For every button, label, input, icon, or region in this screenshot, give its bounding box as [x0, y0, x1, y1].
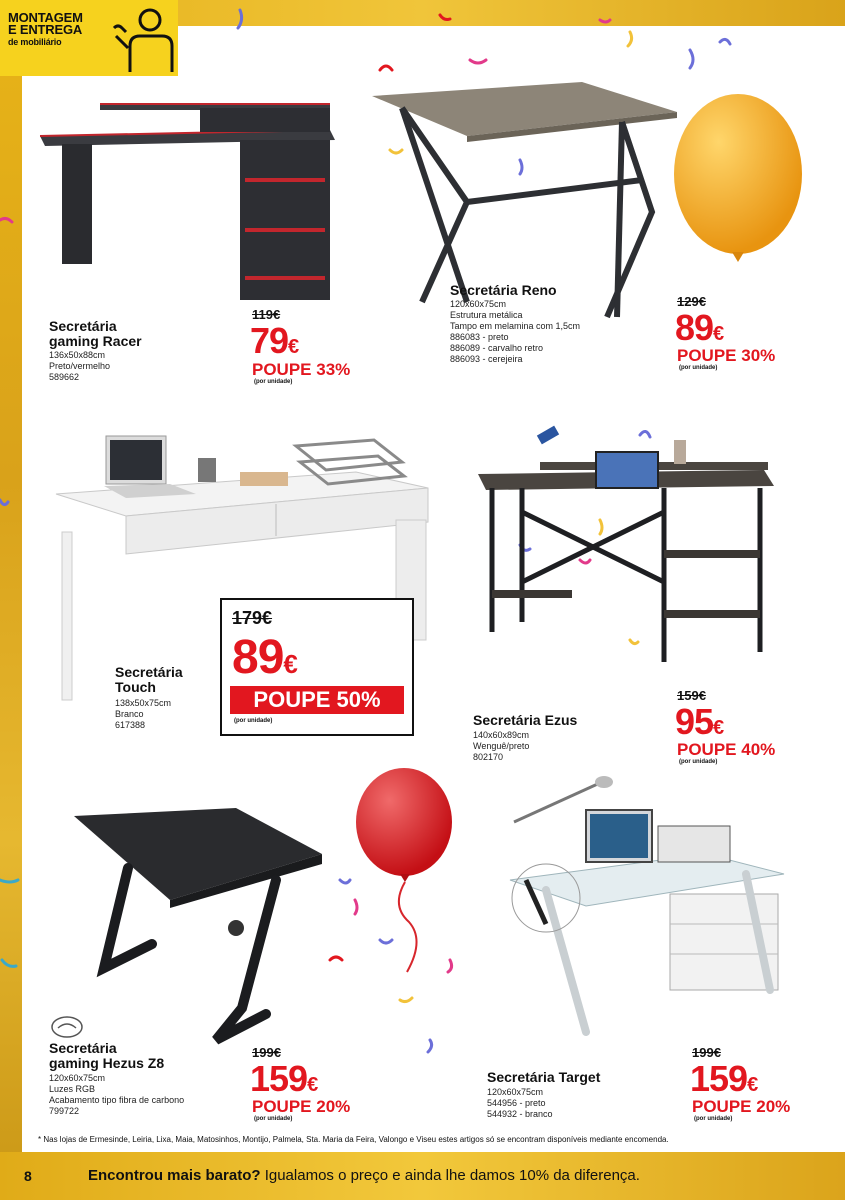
racer-name-line-2: gaming Racer [49, 333, 142, 349]
target-spec-ref-white: 544932 - branco [487, 1109, 553, 1119]
price-match-slogan [88, 1167, 640, 1184]
hezus-unit-note: (por unidade) [254, 1116, 293, 1122]
touch-spec-dimensions: 138x50x75cm [115, 698, 172, 708]
assembly-delivery-badge [0, 0, 178, 76]
touch-spec-ref: 617388 [115, 720, 146, 730]
hezus-spec-lights: Luzes RGB [49, 1084, 96, 1094]
reno-spec-dimensions: 120x60x75cm [450, 299, 507, 309]
badge-line-2: E ENTREGA [8, 22, 83, 37]
touch-name-line-2: Touch [115, 679, 156, 695]
ezus-saving: POUPE 40% [677, 740, 776, 759]
target-saving: POUPE 20% [692, 1097, 791, 1116]
racer-spec-ref: 589662 [49, 372, 80, 382]
hezus-price-value: 159 [250, 1058, 308, 1099]
ezus-price-value: 95 [675, 701, 714, 742]
touch-price-currency: € [283, 649, 297, 679]
racer-specs [49, 350, 110, 383]
racer-spec-dimensions: 136x50x88cm [49, 350, 106, 360]
badge-line-1: MONTAGEM [8, 10, 83, 25]
target-name: Secretária Target [487, 1069, 601, 1085]
hezus-price-currency: € [307, 1074, 318, 1096]
target-spec-ref-black: 544956 - preto [487, 1098, 546, 1108]
brand-logo-icon [50, 1014, 84, 1040]
touch-new-price [232, 630, 297, 685]
ezus-spec-ref: 802170 [473, 752, 504, 762]
store-availability-footnote: * Nas lojas de Ermesinde, Leiria, Lixa, Maia, Matosinhos, Montijo, Palmela, Sta. Maria da Feira, Valongo e Viseu estes artigos só se encontram disponíveis mediante encomenda. [38, 1135, 669, 1144]
ezus-name: Secretária Ezus [473, 712, 578, 728]
ezus-unit-note: (por unidade) [679, 759, 718, 765]
hezus-old-price: 199€ [252, 1045, 281, 1060]
target-specs [487, 1087, 553, 1120]
ezus-specs [473, 730, 529, 763]
reno-price-currency: € [713, 323, 724, 345]
reno-spec-top: Tampo em melamina com 1,5cm [450, 321, 581, 331]
slogan-promise: Igualamos o preço e ainda lhe damos 10% da diferença. [260, 1167, 640, 1184]
racer-price-currency: € [288, 336, 299, 358]
target-price-currency: € [747, 1074, 758, 1096]
red-balloon-image [354, 768, 458, 978]
ezus-price-currency: € [713, 717, 724, 739]
hezus-new-price [250, 1058, 317, 1100]
racer-name-line-1: Secretária [49, 318, 117, 334]
target-unit-note: (por unidade) [694, 1116, 733, 1122]
ezus-desk-image [478, 422, 778, 672]
hezus-name [49, 1041, 164, 1071]
hezus-name-line-1: Secretária [49, 1040, 117, 1056]
reno-price-value: 89 [675, 307, 714, 348]
hezus-saving: POUPE 20% [252, 1097, 351, 1116]
target-spec-dimensions: 120x60x75cm [487, 1087, 544, 1097]
touch-specs [115, 698, 171, 731]
target-price-value: 159 [690, 1058, 748, 1099]
hezus-specs [49, 1073, 184, 1117]
racer-name [49, 319, 142, 349]
target-new-price [690, 1058, 757, 1100]
featured-price-box [220, 598, 414, 736]
reno-spec-ref-cherry: 886093 - cerejeira [450, 354, 523, 364]
racer-spec-color: Preto/vermelho [49, 361, 111, 371]
left-gold-border [0, 0, 22, 1200]
target-old-price: 199€ [692, 1045, 721, 1060]
racer-new-price [250, 320, 298, 362]
page-number: 8 [24, 1168, 32, 1184]
reno-specs [450, 299, 580, 365]
touch-old-price: 179€ [232, 608, 273, 628]
reno-new-price [675, 307, 723, 349]
racer-old-price: 119€ [252, 307, 281, 322]
touch-price-value: 89 [232, 631, 284, 684]
hezus-desk-image [66, 808, 326, 1046]
racer-desk-image [40, 100, 340, 300]
hezus-spec-ref: 799722 [49, 1106, 80, 1116]
orange-balloon-image [672, 96, 804, 266]
hezus-spec-dimensions: 120x60x75cm [49, 1073, 106, 1083]
hezus-spec-finish: Acabamento tipo fibra de carbono [49, 1095, 185, 1105]
reno-spec-structure: Estrutura metálica [450, 310, 523, 320]
reno-unit-note: (por unidade) [679, 365, 718, 371]
reno-spec-ref-oak: 886089 - carvalho retro [450, 343, 544, 353]
reno-spec-ref-black: 886083 - preto [450, 332, 509, 342]
hezus-name-line-2: gaming Hezus Z8 [49, 1055, 165, 1071]
touch-name [115, 665, 183, 695]
racer-unit-note: (por unidade) [254, 379, 293, 385]
reno-saving: POUPE 30% [677, 346, 776, 365]
ezus-spec-color: Wenguê/preto [473, 741, 530, 751]
touch-saving: POUPE 50% [230, 686, 404, 714]
badge-text [8, 12, 83, 48]
touch-unit-note: (por unidade) [234, 718, 273, 724]
ezus-old-price: 159€ [677, 688, 706, 703]
reno-old-price: 129€ [677, 294, 706, 309]
touch-spec-color: Branco [115, 709, 144, 719]
racer-price-value: 79 [250, 320, 289, 361]
badge-line-3: de mobiliário [8, 37, 62, 47]
ezus-spec-dimensions: 140x60x89cm [473, 730, 530, 740]
ezus-new-price [675, 701, 723, 743]
target-desk-image [506, 774, 786, 1040]
touch-name-line-1: Secretária [115, 664, 183, 680]
reno-name: Secretária Reno [450, 282, 557, 298]
racer-saving: POUPE 33% [252, 360, 351, 379]
slogan-question: Encontrou mais barato? [88, 1167, 261, 1184]
assembly-worker-icon [112, 6, 176, 72]
